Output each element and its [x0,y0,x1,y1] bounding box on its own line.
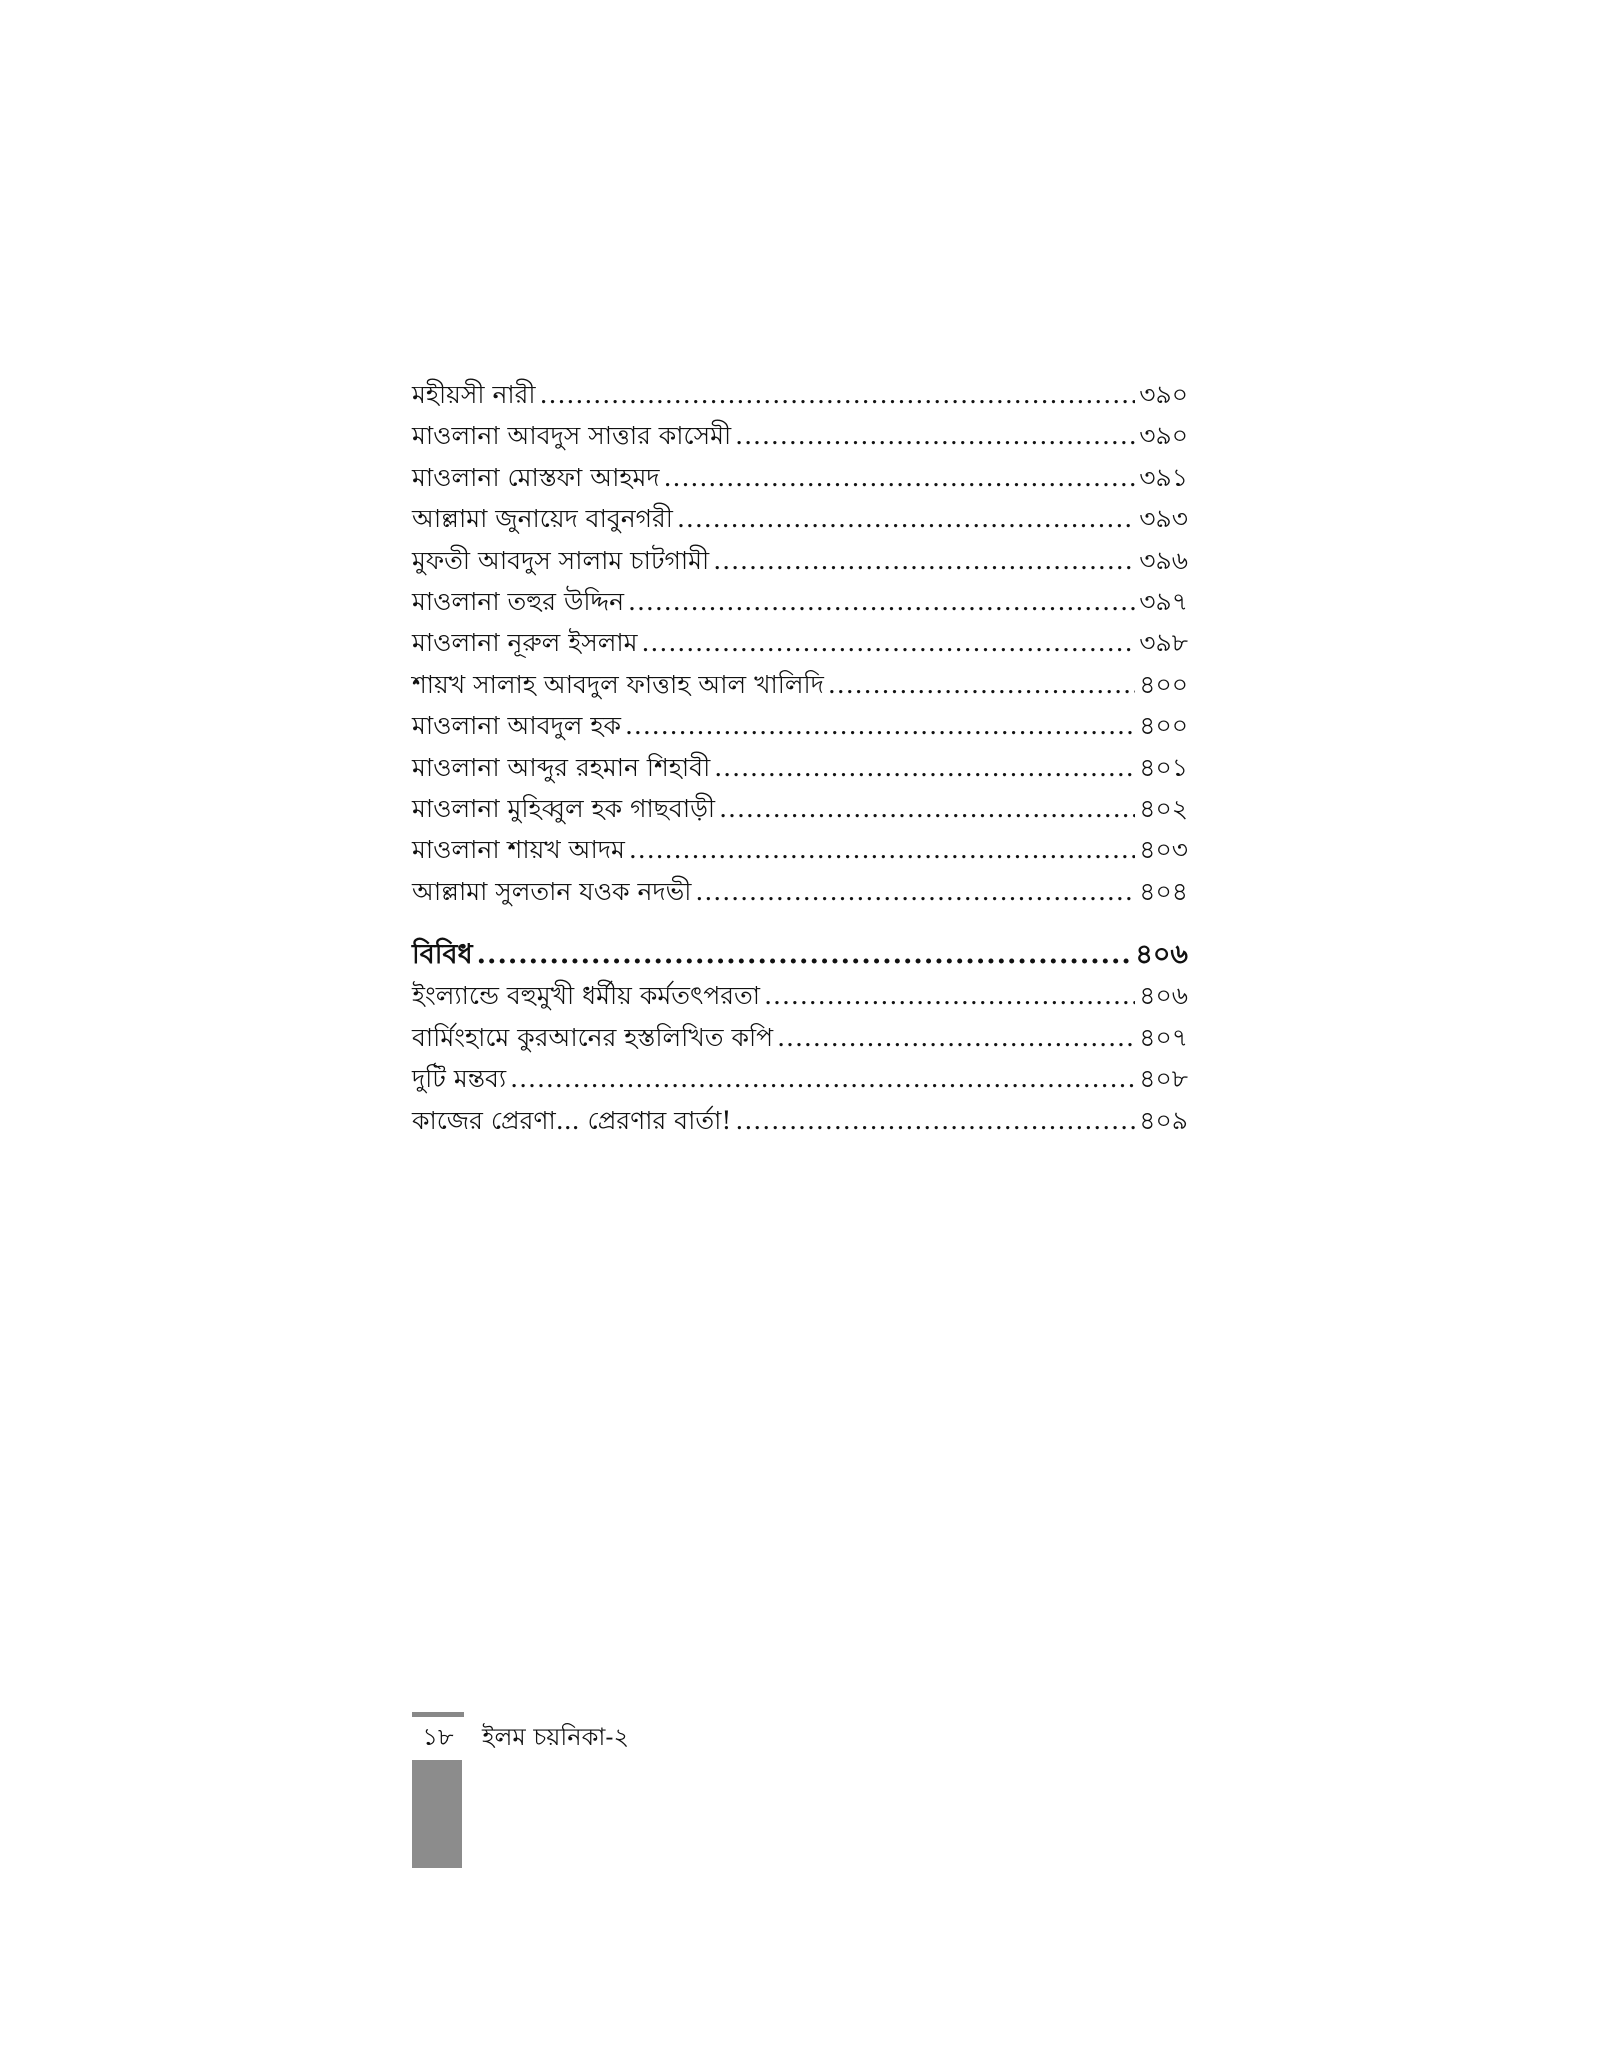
table-of-contents [412,374,1188,1141]
toc-entry-title: মাওলানা আবদুল হক [412,711,621,741]
toc-entry[interactable] [412,581,1188,622]
toc-entry-title: মাওলানা নূরুল ইসলাম [412,628,638,658]
toc-entry[interactable] [412,705,1188,746]
toc-entry[interactable] [412,747,1188,788]
toc-section-title: বিবিধ [412,939,473,971]
toc-leader-dots [719,788,1135,829]
toc-entry[interactable] [412,498,1188,539]
toc-leader-dots [828,664,1135,705]
toc-leader-dots [713,540,1135,581]
toc-entry[interactable] [412,540,1188,581]
toc-entry-page: ৩৯৩ [1139,504,1188,534]
toc-entry[interactable] [412,788,1188,829]
toc-entry-page: ৪০০ [1139,711,1188,741]
toc-entry-title: মহীয়সী নারী [412,380,536,409]
toc-entry-title: মাওলানা শায়খ আদম [412,835,625,865]
toc-leader-dots [677,498,1135,539]
toc-leader-dots [510,1058,1135,1099]
toc-entry[interactable] [412,975,1188,1016]
toc-entry-page: ৪০০ [1139,669,1188,699]
toc-leader-dots [629,829,1135,870]
toc-leader-dots [764,975,1135,1016]
toc-entry-page: ৪০৩ [1139,835,1188,865]
toc-entry[interactable] [412,457,1188,498]
toc-entry-page: ৩৯১ [1139,462,1188,492]
toc-entry-page: ৩৯৮ [1139,628,1188,658]
toc-leader-dots [735,415,1135,456]
toc-entry[interactable] [412,374,1188,415]
toc-entry[interactable] [412,1058,1188,1099]
section-spacer [412,912,1188,934]
toc-entry-title: মাওলানা মোস্তফা আহমদ [412,462,660,492]
toc-leader-dots [641,622,1135,663]
toc-section-heading[interactable] [412,934,1188,975]
toc-leader-dots [628,581,1135,622]
toc-entry-page: ৪০৪ [1139,876,1188,906]
toc-entry[interactable] [412,829,1188,870]
toc-entry-page: ৪০৮ [1139,1064,1188,1094]
toc-leader-dots [625,705,1135,746]
toc-entry[interactable] [412,622,1188,663]
toc-entry-title: ইংল্যান্ডে বহুমুখী ধর্মীয় কর্মতৎপরতা [412,981,761,1011]
toc-entry-title: বার্মিংহামে কুরআনের হস্তলিখিত কপি [412,1022,774,1052]
toc-entry-page: ৩৯৭ [1139,586,1188,616]
toc-entry-page: ৪০১ [1139,752,1188,782]
toc-entry-page: ৪০৭ [1139,1022,1188,1052]
toc-leader-dots [695,871,1135,912]
toc-entry[interactable] [412,1100,1188,1141]
toc-leader-dots [664,457,1136,498]
toc-entry-title: শায়খ সালাহ আবদুল ফাত্তাহ আল খালিদি [412,669,824,699]
toc-entry-page: ৩৯০ [1139,421,1188,451]
toc-entry-title: দুটি মন্তব্য [412,1064,507,1094]
page-number: ১৮ [422,1723,454,1751]
toc-leader-dots [735,1100,1135,1141]
toc-entry-title: মাওলানা তহুর উদ্দিন [412,586,624,616]
toc-entry-title: আল্লামা সুলতান যওক নদভী [412,876,692,906]
toc-entry-title: মাওলানা মুহিব্বুল হক গাছবাড়ী [412,793,716,823]
toc-entry[interactable] [412,871,1188,912]
toc-entry-title: মাওলানা আবদুস সাত্তার কাসেমী [412,421,732,451]
toc-leader-dots [714,747,1135,788]
page-footer [412,1712,812,1872]
footer-rule [412,1712,464,1717]
footer-tab-bar [412,1760,462,1868]
toc-entry-title: আল্লামা জুনায়েদ বাবুনগরী [412,504,673,534]
toc-entry-page: ৪০৬ [1139,981,1188,1011]
toc-leader-dots [540,374,1136,415]
toc-entry[interactable] [412,1017,1188,1058]
toc-entry-title: মুফতী আবদুস সালাম চাটগামী [412,545,710,575]
running-title: ইলম চয়নিকা-২ [482,1723,630,1751]
toc-entry[interactable] [412,664,1188,705]
toc-entry[interactable] [412,415,1188,456]
toc-entry-title: মাওলানা আব্দুর রহমান শিহাবী [412,752,711,782]
toc-entry-page: ৪০৯ [1139,1105,1188,1135]
toc-leader-dots [777,1017,1135,1058]
toc-entry-page: ৪০২ [1139,793,1188,823]
toc-entry-page: ৩৯০ [1139,380,1188,409]
toc-entry-title: কাজের প্রেরণা... প্রেরণার বার্তা! [412,1105,732,1135]
toc-section-page: ৪০৬ [1135,939,1188,971]
toc-leader-dots [477,934,1132,975]
toc-entry-page: ৩৯৬ [1139,545,1188,575]
